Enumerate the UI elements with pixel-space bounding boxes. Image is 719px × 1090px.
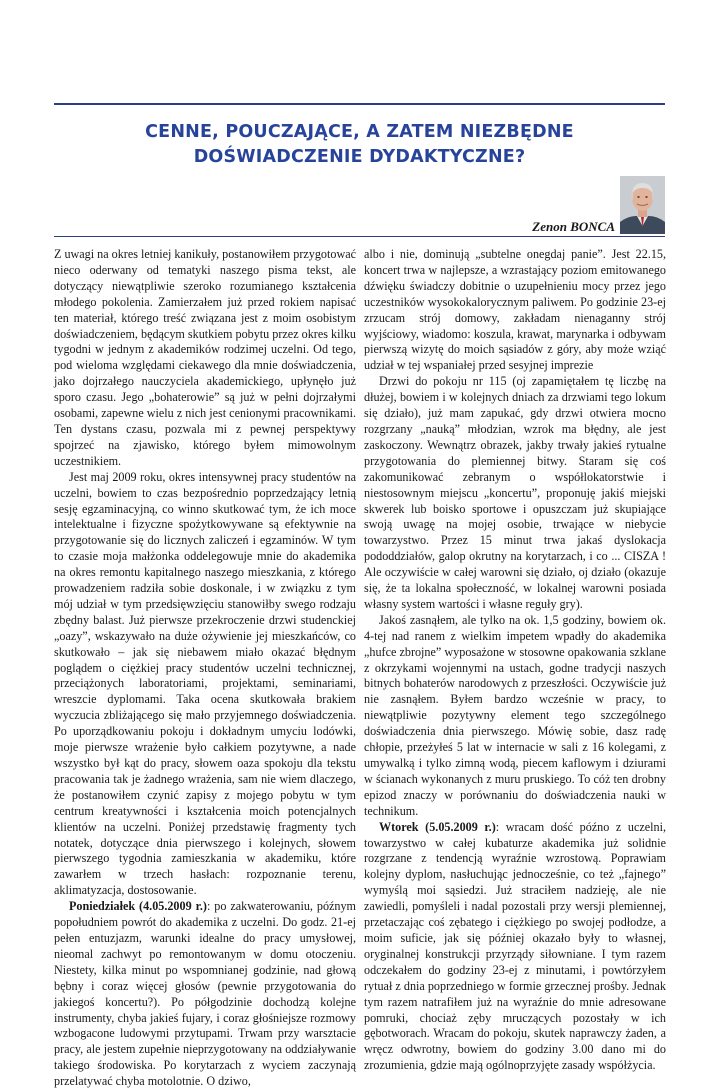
title-line-2: DOŚWIADCZENIE DYDAKTYCZNE? [193, 147, 526, 167]
article-title [54, 120, 665, 170]
right-paragraph-4 [364, 820, 666, 1075]
right-paragraph-2: Drzwi do pokoju nr 115 (oj zapamiętałem tę liczbę na dłużej, bowiem i w kolejnych dniach za drzwiami tego lokum się działo), już mam zapukać, gdy drzwi otwiera mocno rozgrzany „nauką” młodzian, wzrok ma błędny, ale jest zaskoczony. Wewnątrz obrazek, jakby trwały jakieś rytualne przygotowania do plemiennej bitwy. Staram się coś zakomunikować zebranym o współlokatorstwie i niestosownym miejscu „koncertu”, proponuję jakiś miejski skwerek lub boisko sportowe i opuszczam już skupiające swoją uwagę na mojej osobie, trwające w niebycie towarzystwo. Przez 15 minut trwa jakaś dyslokacja pododdziałów, galop okrutny na korytarzach, i co ... CISZA ! Ale oczywiście w całej warowni się działo, oj działo (okazuje się, że ta lokalna społeczność, w lokalnej warowni posiada własny system wartości i własne reguły gry). [364, 374, 666, 611]
right-paragraph-1: albo i nie, dominują „subtelne onegdaj panie”. Jest 22.15, koncert trwa w najlepsze, a wzrastający poziom emitowanego dźwięku świadczy dobitnie o uzupełnieniu mocy przez jego uczestników wysokokalorycznym paliwem. Po godzinie 23-ej zrzucam strój domowy, zakładam nienaganny strój wyjściowy, wiadomo: koszula, krawat, marynarka i odbywam pierwszą wizytę do moich sąsiadów z góry, aby może wziąć udział w tej wspaniałej przed sesyjnej imprezie [364, 247, 666, 373]
tuesday-text: : wracam dość późno z uczelni, towarzystwo w całej kubaturze akademika już solidnie rozgrzane z tendencją wyraźnie wzrostową. Poprawiam kolejny dyplom, nasłuchując jednocześnie, co też „fajnego” wymyślą moi sąsiedzi. Już straciłem nadzieję, ale nie zawiedli, pomyśleli i nadal pozostali przy wersji plemiennej, przetaczając coś zębatego i ciężkiego po swojej podłodze, a moim suficie, jak się później okazało były to własnej, oryginalnej konstrukcji przyrządy siłowniane. I tym razem odczekałem do godziny 23-ej z minutami, i powtórzyłem rytuał z dnia poprzedniego w formie grzecznej prośby. Jednak tym razem natrafiłem już na wyraźnie do mnie adresowane pomruki, chociaż zęby mruczących pozostały w ich gębotworach. Wracam do pokoju, skutek naprawczy żaden, a wręcz odwrotny, bowiem do godziny 3.00 dano mi do zrozumienia, gdzie mają ogólnoprzyjęte zasady współżycia. [364, 819, 666, 1073]
monday-label: Poniedziałek (4.05.2009 r.) [69, 899, 207, 914]
left-paragraph-1: Z uwagi na okres letniej kanikuły, postanowiłem przygotować nieco oderwany od tematyki naszego pisma tekst, ale dotyczący niewątpliwie szeroko rozumianego kształcenia młodego pokolenia. Zamierzałem już przed rokiem napisać ten materiał, którego treść związana jest z moim osobistym doświadczeniem, będącym skutkiem pobytu przez okres kilku tygodni w jednym z akademików rodzimej uczelni. Od tego, pod wieloma względami ciekawego dla mnie doświadczenia, jako dojrzałego nauczyciela akademickiego, upłynęło już sporo czasu. Jego „bohaterowie” są już w pełni dojrzałymi osobami, zapewne wielu z nich jest cenionymi pracownikami. Ten dystans czasu, pozwala mi z pewnej perspektywy spojrzeć na zjawisko, którego byłem mimowolnym uczestnikiem. [54, 247, 356, 468]
title-line-1: CENNE, POUCZAJĄCE, A ZATEM NIEZBĘDNE [145, 122, 574, 142]
author-rule [54, 236, 665, 237]
left-column [54, 247, 356, 1090]
top-rule [54, 103, 665, 105]
tuesday-label: Wtorek (5.05.2009 r.) [379, 819, 496, 834]
left-paragraph-2: Jest maj 2009 roku, okres intensywnej pracy studentów na uczelni, bowiem to czas bezpośrednio poprzedzający letnią sesję egzaminacyjną, co winno skutkować tym, że ich moce intelektualne i fizyczne spożytkowywane są efektywnie na przygotowanie się do licznych zaliczeń i egzaminów. W tym to czasie moja małżonka oddelegowuje mnie do akademika na okres remontu kapitalnego naszego mieszkania, z którego prowadzeniem radziła sobie doskonale, i w związku z tym mój udział w tym przedsięwzięciu stanowiłby swego rodzaju zbędny balast. Już pierwsze przekroczenie drzwi studenckiej „oazy”, wskazywało na duże ożywienie jej mieszkańców, co skutkowało – jak się niebawem miało okazać błędnym poglądem o ciężkiej pracy studentów uczelni technicznej, przeciążonych laboratoriami, projektami, seminariami, wreszcie dyplomami. Taka ocena skutkowała brakiem wyczucia zbliżającego się mało przyjemnego doświadczenia. Po uporządkowaniu pokoju i dokładnym umyciu lodówki, moje pierwsze wrażenie było całkiem pozytywne, a nade wszystko był kąt do pracy, słowem oaza spokoju dla tekstu pracowania tak je żadnego wrażenia, sam nie wiem dlaczego, że postanowiłem czynić zapisy z mojego pobytu w tym centrum kreatywności i kształcenia moich potencjalnych klientów na uczelni. Poniżej przedstawię fragmenty tych notatek, dotyczące dnia pierwszego i kolejnych, słowem pierwszego tygodnia zamieszkania w akademiku, które zawarłem w trzech hasłach: rozpoznanie terenu, aklimatyzacja, dostosowanie. [54, 469, 356, 898]
author-name: Zenon BONCA [532, 219, 615, 234]
author-photo [620, 176, 665, 234]
left-paragraph-3 [54, 899, 356, 1090]
right-column [364, 247, 666, 1074]
right-paragraph-3: Jakoś zasnąłem, ale tylko na ok. 1,5 godziny, bowiem ok. 4-tej nad ranem z wielkim impetem wpadły do akademika „hufce zbrojne” wyposażone w stosowne opakowania szklane z okrzykami wojennymi na ustach, godne tradycji naszych bitnych bohaterów narodowych z przeszłości. Oczywiście już nie zasnąłem. Byłem bardzo wcześnie w pracy, to niewątpliwie pozytywny element tego szczególnego doświadczenia dnia pierwszego. Mówię sobie, dasz radę chłopie, przeżyłeś 5 lat w internacie w sali z 16 kolegami, z umywalką i tylko zimną wodą, piecem kaflowym i dziurami w ścianach wykonanych z muru pruskiego. To cóż ten drobny epizod znaczy w porównaniu do doświadczenia nauki w technikum. [364, 612, 666, 818]
monday-text: : po zakwaterowaniu, późnym popołudniem powrót do akademika z uczelni. Do godz. 21-ej pełen entuzjazm, warunki idealne do pracy umysłowej, nieomal zachwyt po remontowanym w domu otoczeniu. Niestety, kilka minut po wspomnianej godzinie, nad głową bębny i coraz więcej głosów (pewnie przygotowania do jakiegoś koncertu?). Po półgodzinie dochodzą kolejne instrumenty, chyba jakieś fujary, i coraz głośniejsze rozmowy wzbogacone ludowymi przytupami. Trwam przy warsztacie pracy, ale jestem zupełnie nieprzygotowany na oddziaływanie takiego środowiska. Po korytarzach z wyciem zaczynają przelatywać chyba motolotnie. O dziwo, [54, 899, 356, 1089]
